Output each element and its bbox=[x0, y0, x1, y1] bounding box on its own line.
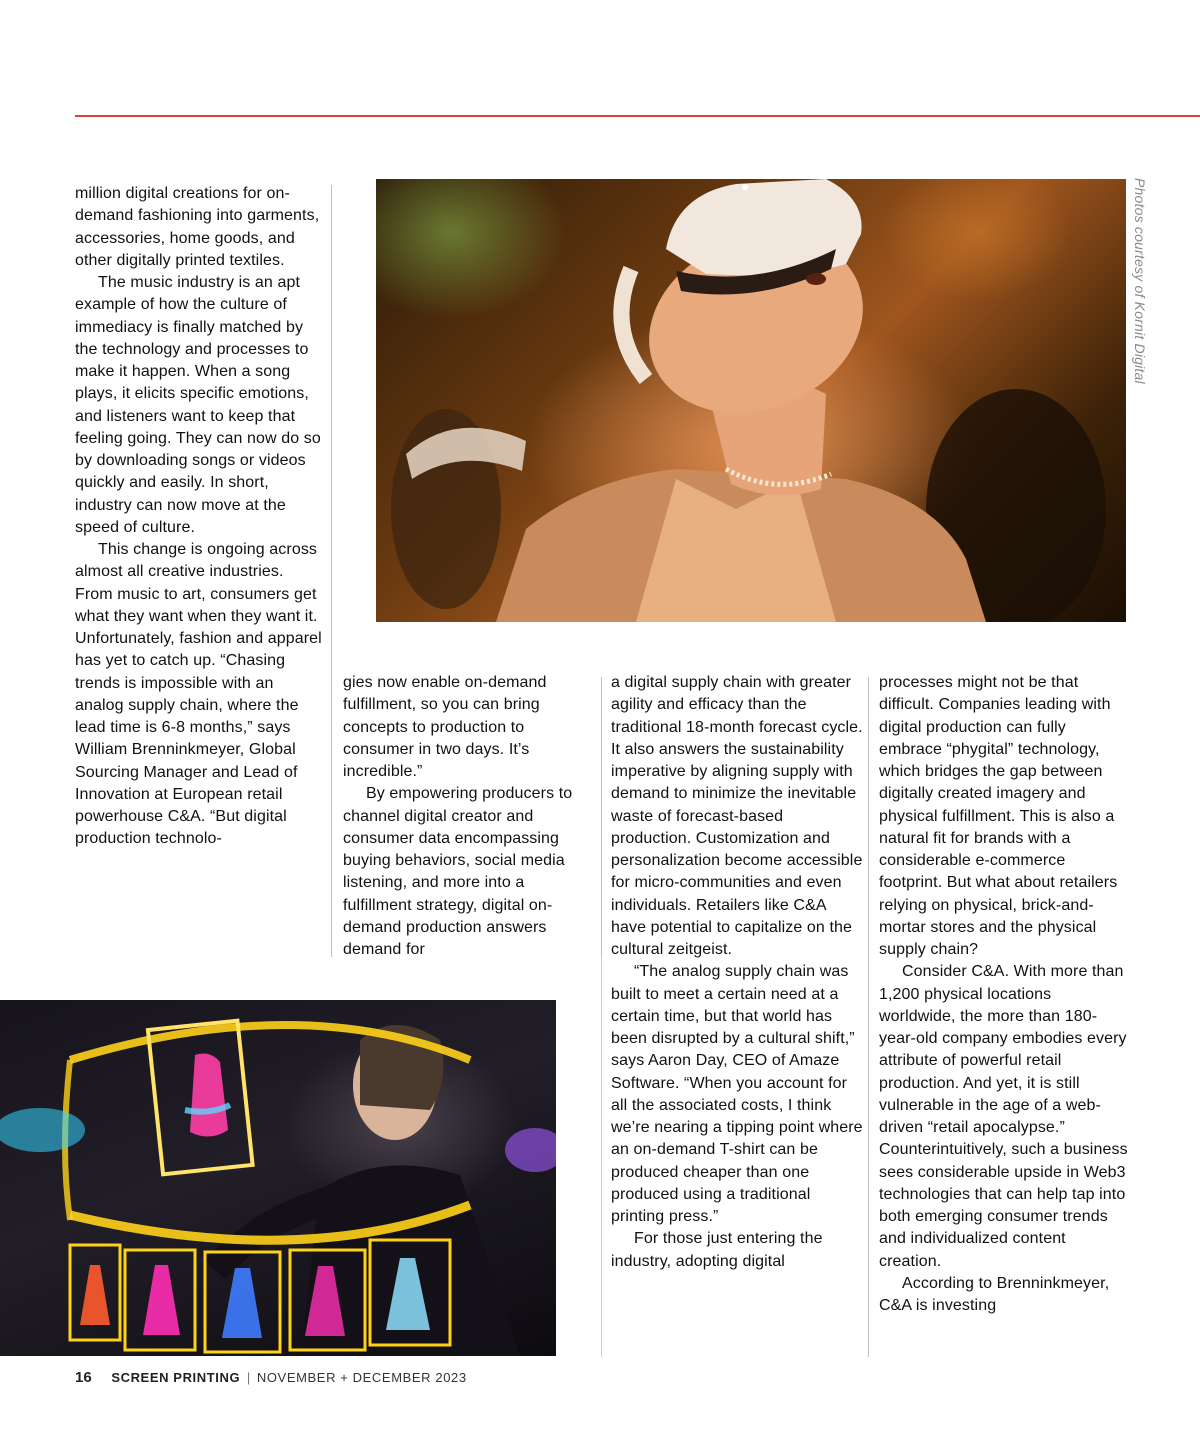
photo-vr-headset-man bbox=[376, 179, 1126, 622]
paragraph: By empowering producers to channel digital creator and consumer data encompassing buying behaviors, social media listening, and more into a fulfillment strategy, digital on-demand production answers demand for bbox=[343, 785, 573, 958]
footer-separator: | bbox=[246, 1370, 251, 1385]
paragraph: million digital creations for on-demand fashioning into garments, accessories, home goods, and other digitally printed textiles. bbox=[75, 185, 320, 269]
column-divider bbox=[868, 677, 869, 1357]
photo-credit-text: Photos courtesy of Kornit Digital bbox=[1132, 178, 1148, 384]
paragraph: processes might not be that difficult. Companies leading with digital production can fully embrace “phygital” technology, which bridges the gap between digitally created imagery and physical fulfillment. This is also a natural fit for brands with a considerable e-commerce footprint. But what about retailers relying on physical, brick-and-mortar stores and the physical supply chain? bbox=[879, 674, 1118, 958]
photo-holographic-fashion-display bbox=[0, 1000, 556, 1356]
paragraph: According to Brenninkmeyer, C&A is investing bbox=[879, 1274, 1110, 1314]
photo-vr-illustration bbox=[376, 179, 1126, 622]
article-column-2 bbox=[343, 672, 595, 961]
column-divider bbox=[331, 185, 332, 957]
magazine-title: SCREEN PRINTING bbox=[111, 1370, 241, 1385]
article-column-1 bbox=[75, 183, 323, 851]
paragraph: a digital supply chain with greater agility and efficacy than the traditional 18-month forecast cycle. It also answers the sustainability imperative by aligning supply with demand to minimize the inevitable waste of forecast-based production. Customization and personalization become accessible for micro-communities and even individuals. Retailers like C&A have potential to capitalize on the cultural zeitgeist. bbox=[611, 674, 863, 958]
paragraph: For those just entering the industry, adopting digital bbox=[611, 1230, 823, 1270]
photo-credit bbox=[1130, 178, 1150, 408]
paragraph: “The analog supply chain was built to meet a certain need at a certain time, but that world has been disrupted by a cultural shift,” says Aaron Day, CEO of Amaze Software. “When you account for all the associated costs, I think we’re nearing a tipping point where an on-demand T-shirt can be produced cheaper than one produced using a traditional printing press.” bbox=[611, 963, 863, 1225]
article-column-3 bbox=[611, 672, 863, 1273]
paragraph: The music industry is an apt example of how the culture of immediacy is finally matched by the technology and processes to make it happen. When a song plays, it elicits specific emotions, and listeners want to keep that feeling going. They can now do so by downloading songs or videos quickly and easily. In short, industry can now move at the speed of culture. bbox=[75, 274, 321, 536]
page-number: 16 bbox=[75, 1369, 92, 1386]
column-divider bbox=[601, 677, 602, 957]
header-accent-rule bbox=[75, 115, 1200, 117]
issue-date: NOVEMBER + DECEMBER 2023 bbox=[256, 1370, 467, 1385]
article-column-4 bbox=[879, 672, 1131, 1317]
paragraph: Consider C&A. With more than 1,200 physical locations worldwide, the more than 180-year-old company embodies every attribute of powerful retail production. And yet, it is still vulnerable in the age of a web-driven “retail apocalypse.” Counterintuitively, such a business sees considerable upside in Web3 technologies that can help tap into both emerging consumer trends and individualized content creation. bbox=[879, 963, 1128, 1270]
column-divider bbox=[601, 957, 602, 1357]
paragraph: gies now enable on-demand fulfillment, so you can bring concepts to production to consumer in two days. It’s incredible.” bbox=[343, 674, 547, 780]
photo-holo-illustration bbox=[0, 1000, 556, 1356]
paragraph: This change is ongoing across almost all creative industries. From music to art, consumers get what they want when they want it. Unfortunately, fashion and apparel has yet to catch up. “Chasing trends is impossible with an analog supply chain, where the lead time is 6-8 months,” says William Brenninkmeyer, Global Sourcing Manager and Lead of Innovation at European retail powerhouse C&A. “But digital production technolo- bbox=[75, 541, 322, 848]
page-footer bbox=[75, 1369, 467, 1386]
